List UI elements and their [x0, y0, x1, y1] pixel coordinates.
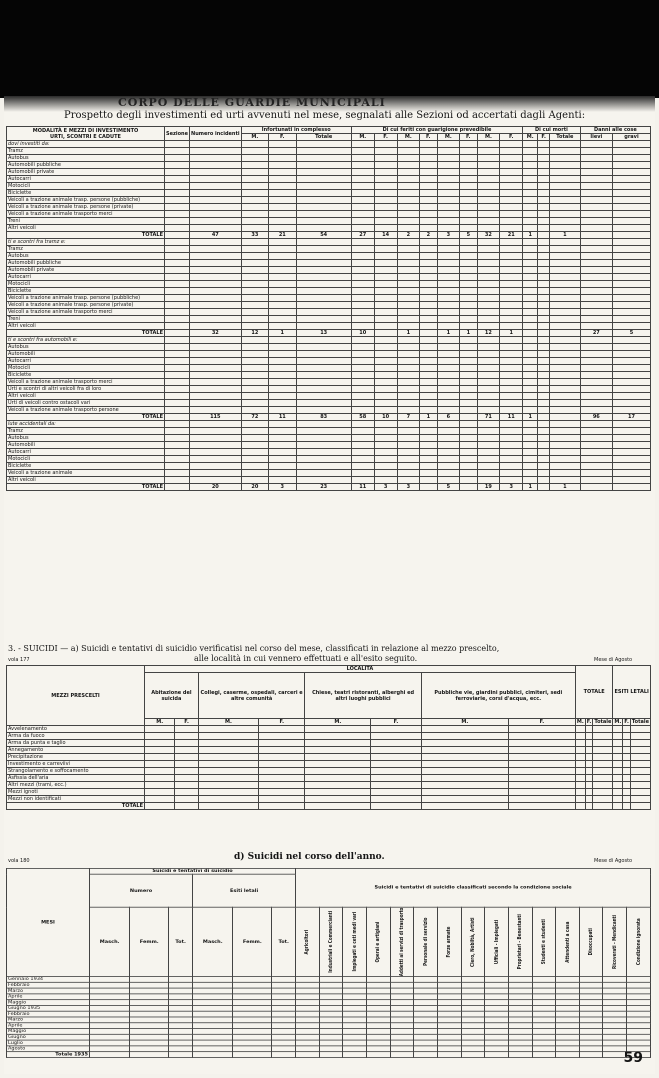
- table-row: [7, 442, 651, 449]
- total-cell: 20: [241, 484, 268, 491]
- total-row: [7, 803, 651, 810]
- col-totale: TOTALE: [575, 666, 613, 719]
- row-label: Altri veicoli: [7, 393, 165, 400]
- row-label: Autocarri: [7, 274, 165, 281]
- total-cell: [165, 232, 190, 239]
- row-label: Gennaio 1934: [7, 977, 90, 983]
- total-cell: 3: [500, 484, 523, 491]
- total-cell: [165, 484, 190, 491]
- total-cell: 3: [374, 484, 397, 491]
- total-cell: 32: [477, 232, 500, 239]
- total-cell: 1: [500, 330, 523, 337]
- col-condizione-item: Ricoverati - Mendicanti: [603, 907, 627, 976]
- subhead-m: M.: [437, 134, 460, 141]
- col-mezzi: MEZZI PRESCELTI: [7, 666, 145, 726]
- subhead-m: M.: [614, 719, 622, 725]
- table-row: [7, 218, 651, 225]
- total-cell: 13: [296, 330, 351, 337]
- row-label: Automobili private: [7, 267, 165, 274]
- total-cell: 1: [420, 414, 437, 421]
- table-row: [7, 309, 651, 316]
- total-row: [7, 232, 651, 239]
- table-row: [7, 295, 651, 302]
- total-row: [7, 484, 651, 491]
- table-row: [7, 747, 651, 754]
- table-row: [7, 162, 651, 169]
- total-cell: [165, 330, 190, 337]
- table-row: [7, 288, 651, 295]
- col-condizione-item: Ufficiali - Impiegati: [485, 907, 509, 976]
- subhead-f: F.: [420, 134, 437, 141]
- table-row: [7, 225, 651, 232]
- table-row: [7, 253, 651, 260]
- col-condizione-item: Clero, Nobiltà, Artisti: [461, 907, 485, 976]
- row-label: Treni: [7, 218, 165, 225]
- total-cell: [549, 414, 580, 421]
- total-cell: 23: [296, 484, 351, 491]
- total-cell: 1: [549, 232, 580, 239]
- row-label: Giugno 1935: [7, 1006, 90, 1012]
- table-row: [7, 740, 651, 747]
- subhead-f: F.: [508, 719, 575, 726]
- total-cell: 10: [351, 330, 374, 337]
- total-cell: 20: [190, 484, 242, 491]
- row-label: Automobili pubbliche: [7, 162, 165, 169]
- total-cell: 71: [477, 414, 500, 421]
- table-row: [7, 754, 651, 761]
- total-cell: 54: [296, 232, 351, 239]
- total-cell: 33: [241, 232, 268, 239]
- table-row: [7, 190, 651, 197]
- total-cell: [580, 232, 612, 239]
- col-esiti-d: Esiti letali: [193, 874, 296, 907]
- row-label: Urti e scontri di altri veicoli fra di loro: [7, 386, 165, 393]
- total-cell: [538, 414, 550, 421]
- row-label: Autobus: [7, 253, 165, 260]
- col-condizione-item: Condizione ignorata: [627, 907, 651, 976]
- subhead-tot: Totale: [296, 134, 351, 141]
- subhead-m: Masch.: [90, 907, 130, 976]
- table-row: [7, 428, 651, 435]
- total-cell: 17: [612, 414, 650, 421]
- total-cell: 10: [374, 414, 397, 421]
- table-row: [7, 782, 651, 789]
- row-label: Aprile: [7, 994, 90, 1000]
- table-row: [7, 204, 651, 211]
- row-label: Strangolamento e soffocamento: [7, 768, 145, 775]
- total-cell: 2: [397, 232, 420, 239]
- row-label: Veicoli a trazione animale trasporto persone: [7, 407, 165, 414]
- row-label: Arma da fuoco: [7, 733, 145, 740]
- row-label: Motocicli: [7, 183, 165, 190]
- table-row: [7, 197, 651, 204]
- row-label: Veicoli a trazione animale trasp. persone (pubbliche): [7, 295, 165, 302]
- table-row: [7, 246, 651, 253]
- table-row: [7, 449, 651, 456]
- col-condizione-item: Impiegati e ceti medi vari: [343, 907, 367, 976]
- row-label: Biciclette: [7, 372, 165, 379]
- total-cell: 3: [437, 232, 460, 239]
- subhead-tot: Totale: [594, 719, 612, 725]
- table-row: [7, 789, 651, 796]
- row-label: Veicoli a trazione animale trasp. persone (pubbliche): [7, 197, 165, 204]
- total-cell: 115: [190, 414, 242, 421]
- suicidi-table: [6, 665, 651, 810]
- row-label: Giugno: [7, 1034, 90, 1040]
- total-cell: 14: [374, 232, 397, 239]
- subhead-f: F.: [374, 134, 397, 141]
- col-condizione-item: Personale di servizio: [414, 907, 438, 976]
- subhead-m: M.: [477, 134, 500, 141]
- subhead-m: M.: [241, 134, 268, 141]
- row-label: Motocicli: [7, 456, 165, 463]
- row-label: Automobili pubbliche: [7, 260, 165, 267]
- scan-black-margin: [0, 0, 659, 98]
- subhead-m: M.: [198, 719, 258, 726]
- subhead-f: Femm.: [130, 907, 169, 976]
- col-mesi: MESI: [7, 868, 90, 976]
- total-cell: 1: [460, 330, 477, 337]
- row-label: Tramz: [7, 428, 165, 435]
- total-label: TOTALE: [7, 484, 165, 491]
- total-row: [7, 414, 651, 421]
- table-row: [7, 344, 651, 351]
- total-label: Totale 1935: [7, 1052, 90, 1058]
- row-label: Febbraio: [7, 982, 90, 988]
- row-label: Febbraio: [7, 1011, 90, 1017]
- col-feriti: Di cui feriti con guarigione prevedibile: [351, 127, 522, 134]
- table-row: [7, 393, 651, 400]
- page-subtitle: Prospetto degli investimenti ed urti avvenuti nel mese, segnalati alle Sezioni od accertati dagli Agenti:: [64, 110, 586, 121]
- group-title: ti e scontri fra tramz e:: [7, 239, 165, 246]
- group-title: lute accidentali da:: [7, 421, 165, 428]
- total-cell: 3: [397, 484, 420, 491]
- table-row: [7, 463, 651, 470]
- section3-left-note: vola 177: [8, 657, 30, 663]
- row-label: Autobus: [7, 435, 165, 442]
- total-cell: 1: [397, 330, 420, 337]
- total-cell: 5: [460, 232, 477, 239]
- row-label: Altri veicoli: [7, 477, 165, 484]
- total-cell: [538, 484, 550, 491]
- subhead-m: M.: [397, 134, 420, 141]
- row-label: Investimento e carreviivi: [7, 761, 145, 768]
- total-row: [7, 1052, 651, 1058]
- row-label: Autocarri: [7, 358, 165, 365]
- table-row: [7, 323, 651, 330]
- total-cell: [538, 330, 550, 337]
- total-cell: 21: [269, 232, 296, 239]
- subhead-m: M.: [576, 719, 584, 725]
- subhead-f: F.: [175, 719, 198, 726]
- row-label: Mezzi ignoti: [7, 789, 145, 796]
- subhead-m: M.: [523, 134, 538, 141]
- total-cell: 11: [351, 484, 374, 491]
- row-label: Automobili: [7, 442, 165, 449]
- table-row: [7, 761, 651, 768]
- total-cell: [612, 232, 650, 239]
- table-row: [7, 358, 651, 365]
- total-cell: 2: [420, 232, 437, 239]
- subhead-tot: Tot.: [272, 907, 296, 976]
- row-label: Mezzi non identificati: [7, 796, 145, 803]
- subhead-m: M.: [305, 719, 371, 726]
- col-danni: Danni alle cose: [580, 127, 650, 134]
- subhead-m: M.: [351, 134, 374, 141]
- row-label: Altri veicoli: [7, 225, 165, 232]
- table-row: [7, 768, 651, 775]
- group-title: ti e scontri fra automobili e:: [7, 337, 165, 344]
- row-label: Arma da punta e taglio: [7, 740, 145, 747]
- subhead-m: Masch.: [193, 907, 233, 976]
- table-row: [7, 316, 651, 323]
- table-row: [7, 379, 651, 386]
- total-cell: 47: [190, 232, 242, 239]
- total-cell: [460, 484, 477, 491]
- row-label: Autobus: [7, 344, 165, 351]
- col-condizione-item: Proprietari - Benestanti: [508, 907, 532, 976]
- total-row: [7, 330, 651, 337]
- table-row: [7, 148, 651, 155]
- total-cell: [374, 330, 397, 337]
- total-label: TOTALE: [7, 414, 165, 421]
- section3-title: 3. - SUICIDI — a) Suicidi e tentativi di suicidio verificatisi nel corso del mese, classificati in relazione al mezzo prescelto,: [8, 644, 500, 653]
- document-page: [4, 96, 655, 1074]
- row-label: Altri mezzi (trami, ecc.): [7, 782, 145, 789]
- row-label: Automobili private: [7, 169, 165, 176]
- section-d-right-note: Mese di Agosto: [594, 858, 633, 864]
- total-cell: 1: [523, 484, 538, 491]
- total-cell: 21: [500, 232, 523, 239]
- group-title-row: [7, 141, 651, 148]
- table-row: [7, 365, 651, 372]
- total-cell: 11: [269, 414, 296, 421]
- subhead-tot: Totale: [631, 719, 649, 725]
- total-cell: [523, 330, 538, 337]
- table-row: [7, 796, 651, 803]
- table-row: [7, 407, 651, 414]
- col-sezione: Sezione: [165, 127, 190, 141]
- table-row: [7, 183, 651, 190]
- investimenti-table: [6, 126, 651, 491]
- subhead-lievi: lievi: [580, 134, 612, 141]
- row-label: Veicoli a trazione animale trasporto merci: [7, 211, 165, 218]
- col-chiese: Chiese, teatri ristoranti, alberghi ed altri luoghi pubblici: [305, 673, 421, 719]
- total-cell: 32: [190, 330, 242, 337]
- table-row: [7, 435, 651, 442]
- total-cell: [538, 232, 550, 239]
- total-cell: 1: [523, 232, 538, 239]
- table-row: [7, 260, 651, 267]
- section-d-title: d) Suicidi nel corso dell'anno.: [234, 852, 385, 862]
- total-cell: 19: [477, 484, 500, 491]
- col-localita: LOCALITÀ: [145, 666, 576, 673]
- section-d-left-note: vola 180: [8, 858, 30, 864]
- subhead-f: F.: [500, 134, 523, 141]
- total-cell: 1: [523, 414, 538, 421]
- total-cell: 7: [397, 414, 420, 421]
- table-row: [7, 470, 651, 477]
- total-cell: 58: [351, 414, 374, 421]
- subhead-m: M.: [145, 719, 175, 726]
- row-label: Avvelenamento: [7, 726, 145, 733]
- col-condizione: Suicidi e tentativi di suicidio classificati secondo la condizione sociale: [296, 868, 651, 907]
- total-cell: [612, 484, 650, 491]
- row-label: Automobili: [7, 351, 165, 358]
- table-row: [7, 372, 651, 379]
- col-abitazione: Abitazione del suicida: [145, 673, 199, 719]
- total-cell: 27: [580, 330, 612, 337]
- table-row: [7, 274, 651, 281]
- total-cell: 3: [269, 484, 296, 491]
- total-cell: 11: [500, 414, 523, 421]
- subhead-f: F.: [269, 134, 296, 141]
- row-label: Marzo: [7, 988, 90, 994]
- row-label: Veicoli a trazione animale trasporto merci: [7, 379, 165, 386]
- row-label: Motocicli: [7, 281, 165, 288]
- total-label: TOTALE: [7, 232, 165, 239]
- subhead-f: F.: [259, 719, 305, 726]
- subhead-m: M.: [421, 719, 508, 726]
- row-label: Treni: [7, 316, 165, 323]
- row-label: Maggio: [7, 1029, 90, 1035]
- subhead-f: F.: [460, 134, 477, 141]
- group-title-row: [7, 239, 651, 246]
- table-row: [7, 302, 651, 309]
- total-cell: 1: [437, 330, 460, 337]
- total-cell: 12: [477, 330, 500, 337]
- col-condizione-item: Agricoltori: [296, 907, 320, 976]
- table-row: [7, 351, 651, 358]
- table-row: [7, 400, 651, 407]
- subhead-gravi: gravi: [612, 134, 650, 141]
- col-infortunati: Infortunati in complesso: [241, 127, 351, 134]
- col-numero-d: Numero: [90, 874, 193, 907]
- table-row: [7, 267, 651, 274]
- row-label: Veicoli a trazione animale trasp. persone (private): [7, 204, 165, 211]
- row-label: Veicoli a trazione animale trasporto merci: [7, 309, 165, 316]
- row-label: Maggio: [7, 1000, 90, 1006]
- table-row: [7, 155, 651, 162]
- section3-title-2: alle località in cui vennero effettuati e all'esito seguito.: [194, 654, 418, 663]
- total-cell: 83: [296, 414, 351, 421]
- row-label: Luglio: [7, 1040, 90, 1046]
- col-pubbliche: Pubbliche vie, giardini pubblici, cimiteri, sedi ferroviarie, corsi d'acqua, ecc.: [421, 673, 575, 719]
- group-title-row: [7, 421, 651, 428]
- row-label: Veicoli a trazione animale trasp. persone (private): [7, 302, 165, 309]
- row-label: Aprile: [7, 1023, 90, 1029]
- col-condizione-item: Forze armate: [438, 907, 462, 976]
- row-label: Marzo: [7, 1017, 90, 1023]
- total-cell: [580, 484, 612, 491]
- page-number: 59: [623, 1050, 643, 1066]
- group-title-row: [7, 337, 651, 344]
- subhead-f: F.: [371, 719, 422, 726]
- total-label: TOTALE: [7, 803, 145, 810]
- col-collegi: Collegi, caserme, ospedali, carceri e altre comunità: [198, 673, 305, 719]
- col-condizione-item: Industriali e Commercianti: [319, 907, 343, 976]
- total-cell: 5: [437, 484, 460, 491]
- row-label: Tramz: [7, 148, 165, 155]
- row-label: Motocicli: [7, 365, 165, 372]
- col-condizione-item: Attendenti a casa: [556, 907, 580, 976]
- total-cell: 6: [437, 414, 460, 421]
- row-label: Biciclette: [7, 288, 165, 295]
- total-cell: 96: [580, 414, 612, 421]
- col-esiti: ESITI LETALI: [613, 666, 651, 719]
- row-label: Biciclette: [7, 463, 165, 470]
- subhead-f: F.: [586, 719, 592, 725]
- table-row: [7, 211, 651, 218]
- total-cell: [460, 414, 477, 421]
- row-label: Autobus: [7, 155, 165, 162]
- group-title: dovi investiti da:: [7, 141, 165, 148]
- total-cell: 1: [549, 484, 580, 491]
- total-cell: [420, 330, 437, 337]
- suicidi-anno-table: [6, 868, 651, 1058]
- total-cell: 12: [241, 330, 268, 337]
- row-label: Tramz: [7, 246, 165, 253]
- subhead-f: F.: [538, 134, 550, 141]
- table-row: [7, 456, 651, 463]
- table-row: [7, 775, 651, 782]
- table-row: [7, 169, 651, 176]
- subhead-f: F.: [624, 719, 629, 725]
- table-row: [7, 733, 651, 740]
- table-row: [7, 726, 651, 733]
- row-label: Veicoli a trazione animale: [7, 470, 165, 477]
- col-modalita: MODALITÀ E MEZZI DI INVESTIMENTO URTI, SCONTRI E CADUTE: [7, 127, 165, 141]
- row-label: Biciclette: [7, 190, 165, 197]
- total-cell: 1: [269, 330, 296, 337]
- total-cell: 5: [612, 330, 650, 337]
- row-label: Agosto: [7, 1046, 90, 1052]
- table-row: [7, 176, 651, 183]
- total-cell: [165, 414, 190, 421]
- table-row: [7, 477, 651, 484]
- col-numero: Numero incidenti: [190, 127, 242, 141]
- total-cell: [420, 484, 437, 491]
- col-suicidi: Suicidi e tentativi di suicidio: [90, 868, 296, 874]
- row-label: Precipitazione: [7, 754, 145, 761]
- total-cell: 27: [351, 232, 374, 239]
- table-row: [7, 281, 651, 288]
- subhead-tot: Totale: [549, 134, 580, 141]
- subhead-f: Femm.: [233, 907, 272, 976]
- col-condizione-item: Addetti ai servizi di trasporto: [390, 907, 414, 976]
- col-condizione-item: Operai e artigiani: [367, 907, 391, 976]
- row-label: Urti di veicoli contro ostacoli vari: [7, 400, 165, 407]
- total-label: TOTALE: [7, 330, 165, 337]
- row-label: Asfissia dell'aria: [7, 775, 145, 782]
- row-label: Annegamento: [7, 747, 145, 754]
- col-condizione-item: Studenti e studenti: [532, 907, 556, 976]
- col-morti: Di cui morti: [523, 127, 581, 134]
- total-cell: [549, 330, 580, 337]
- table-row: [7, 386, 651, 393]
- section3-right-note: Mese di Agosto: [594, 657, 633, 663]
- row-label: Autocarri: [7, 449, 165, 456]
- row-label: Altri veicoli: [7, 323, 165, 330]
- total-cell: 72: [241, 414, 268, 421]
- subhead-tot: Tot.: [169, 907, 193, 976]
- row-label: Autocarri: [7, 176, 165, 183]
- page-heading: CORPO DELLE GUARDIE MUNICIPALI: [118, 96, 386, 109]
- col-condizione-item: Disoccupati: [579, 907, 603, 976]
